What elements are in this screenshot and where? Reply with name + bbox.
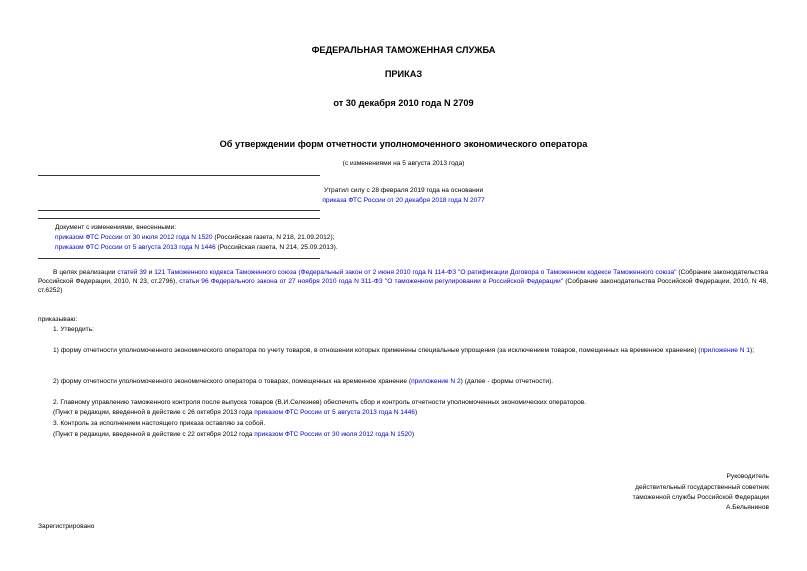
order-sub-1-text: 1) форму отчетности уполномоченного экономического оператора по учету товаров, в отношении которых применены специальные упрощения (за исключением товаров, помещенных на временное хранение) ( bbox=[53, 347, 701, 354]
note-order-link-1446[interactable]: приказом ФТС России от 5 августа 2013 года N 1446 bbox=[254, 409, 415, 416]
change-order-link-1520[interactable]: приказом ФТС России от 30 июля 2012 года N 1520 bbox=[55, 234, 213, 241]
code-article-39-link[interactable]: статей 39 bbox=[117, 269, 147, 276]
order-sub-2 bbox=[38, 377, 768, 386]
change-item-1-tail: (Российская газета, N 218, 21.09.2012); bbox=[212, 234, 335, 241]
signature-rank-service: таможенной службы Российской Федерации bbox=[632, 494, 769, 501]
law-article-96-link[interactable]: статьи 96 Федерального закона от 27 ноября 2010 года N 311-ФЗ "О таможенном регулировании в Российской Федерации" bbox=[179, 278, 564, 285]
preamble-text-4: (Собрание законодательства Российской Федерации, 2010, N 48, ст.6252) bbox=[38, 278, 769, 294]
expiry-link-row bbox=[0, 196, 807, 205]
changes-item-2 bbox=[55, 243, 555, 252]
expiry-order-link[interactable]: приказа ФТС России от 20 декабря 2018 года N 2077 bbox=[322, 197, 485, 204]
preamble-text-3: (Собрание законодательства Российской Федерации, 2010, N 23, ст.2796), bbox=[38, 269, 769, 285]
order-sub-2-tail: ) (далее - формы отчетности). bbox=[460, 378, 554, 385]
signature-name: А.Бельянинов bbox=[726, 504, 769, 511]
order-item-1: 1. Утвердить: bbox=[53, 326, 94, 333]
changes-item-1 bbox=[55, 233, 555, 242]
divider bbox=[38, 258, 320, 259]
change-item-2-tail: (Российская газета, N 214, 25.09.2013). bbox=[215, 244, 338, 251]
appendix-1-link[interactable]: приложение N 1 bbox=[700, 347, 751, 354]
order-sub-2-text: 2) форму отчетности уполномоченного экономического оператора о товарах, помещенных на временное хранение ( bbox=[53, 378, 412, 385]
changes-intro: Документ с изменениями, внесенными: bbox=[55, 224, 177, 231]
order-item-2-note bbox=[53, 408, 773, 417]
order-item-2-note-text: (Пункт в редакции, введенной в действие с 26 октября 2013 года bbox=[53, 409, 255, 416]
order-item-2-note-tail: ) bbox=[414, 409, 418, 416]
divider bbox=[38, 210, 320, 211]
appendix-2-link[interactable]: приложение N 2 bbox=[411, 378, 461, 385]
signature-position: Руководитель bbox=[726, 473, 769, 480]
signature-rank: действительный государственный советник bbox=[635, 484, 769, 491]
change-order-link-1446[interactable]: приказом ФТС России от 5 августа 2013 года N 1446 bbox=[55, 244, 216, 251]
prikazyvayu: приказываю: bbox=[38, 316, 78, 323]
order-sub-1 bbox=[38, 346, 768, 355]
preamble bbox=[38, 268, 768, 295]
registered-label: Зарегистрировано bbox=[38, 523, 95, 530]
preamble-text-1: В целях реализации bbox=[53, 269, 118, 276]
code-article-121-link[interactable]: 121 Таможенного кодекса Таможенного союза (Федеральный закон от 2 июня 2010 года N 114-ФЗ "О ратификации Договора о Таможенном кодексе Таможенного союза" bbox=[154, 269, 677, 276]
doc-title: Об утверждении форм отчетности уполномоченного экономического оператора bbox=[219, 139, 588, 149]
order-item-3-note bbox=[53, 430, 773, 439]
doc-date-number: от 30 декабря 2010 года N 2709 bbox=[333, 98, 474, 108]
note-order-link-1520[interactable]: приказом ФТС России от 30 июля 2012 года N 1520 bbox=[254, 431, 412, 438]
order-item-3: 3. Контроль за исполнением настоящего приказа оставляю за собой. bbox=[53, 420, 266, 427]
divider bbox=[38, 218, 320, 219]
divider bbox=[38, 175, 320, 176]
preamble-text-2: и bbox=[146, 269, 155, 276]
order-item-3-note-tail: ) bbox=[411, 431, 415, 438]
order-sub-1-tail: ); bbox=[750, 347, 755, 354]
order-item-2: 2. Главному управлению таможенного контроля после выпуска товаров (В.И.Селезнев) обеспечить сбор и контроль отчетности уполномоченных экономических операторов. bbox=[53, 399, 587, 406]
agency-name: ФЕДЕРАЛЬНАЯ ТАМОЖЕННАЯ СЛУЖБА bbox=[311, 45, 496, 55]
expiry-line: Утратил силу с 28 февраля 2019 года на основании bbox=[323, 187, 484, 194]
doc-type: ПРИКАЗ bbox=[384, 69, 423, 79]
order-item-3-note-text: (Пункт в редакции, введенной в действие с 22 октября 2012 года bbox=[53, 431, 255, 438]
amendments-note: (с изменениями на 5 августа 2013 года) bbox=[342, 160, 465, 167]
